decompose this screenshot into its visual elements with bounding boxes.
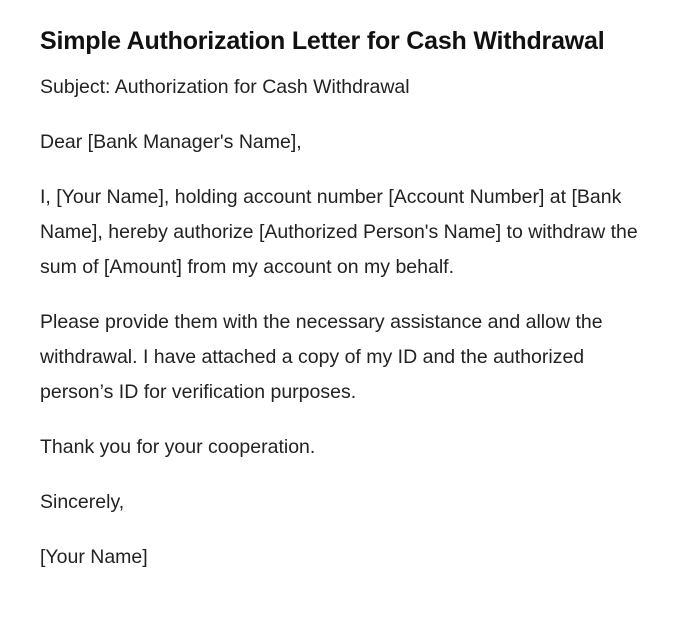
closing-line: Sincerely, (40, 491, 125, 513)
body-paragraph-assistance: Please provide them with the necessary assistance and allow the withdrawal. I have attached a copy of my ID and the authorized person’s ID for verification purposes. (40, 311, 603, 403)
page-title: Simple Authorization Letter for Cash Withdrawal (40, 27, 605, 55)
salutation: Dear [Bank Manager's Name], (40, 131, 302, 153)
subject-line: Subject: Authorization for Cash Withdrawal (40, 76, 410, 98)
signature-line: [Your Name] (40, 546, 148, 568)
thanks-line: Thank you for your cooperation. (40, 436, 316, 458)
body-paragraph-authorization: I, [Your Name], holding account number [Account Number] at [Bank Name], hereby authorize [Authorized Person's Name] to withdraw the sum of [Amount] from my account on my behalf. (40, 186, 638, 278)
